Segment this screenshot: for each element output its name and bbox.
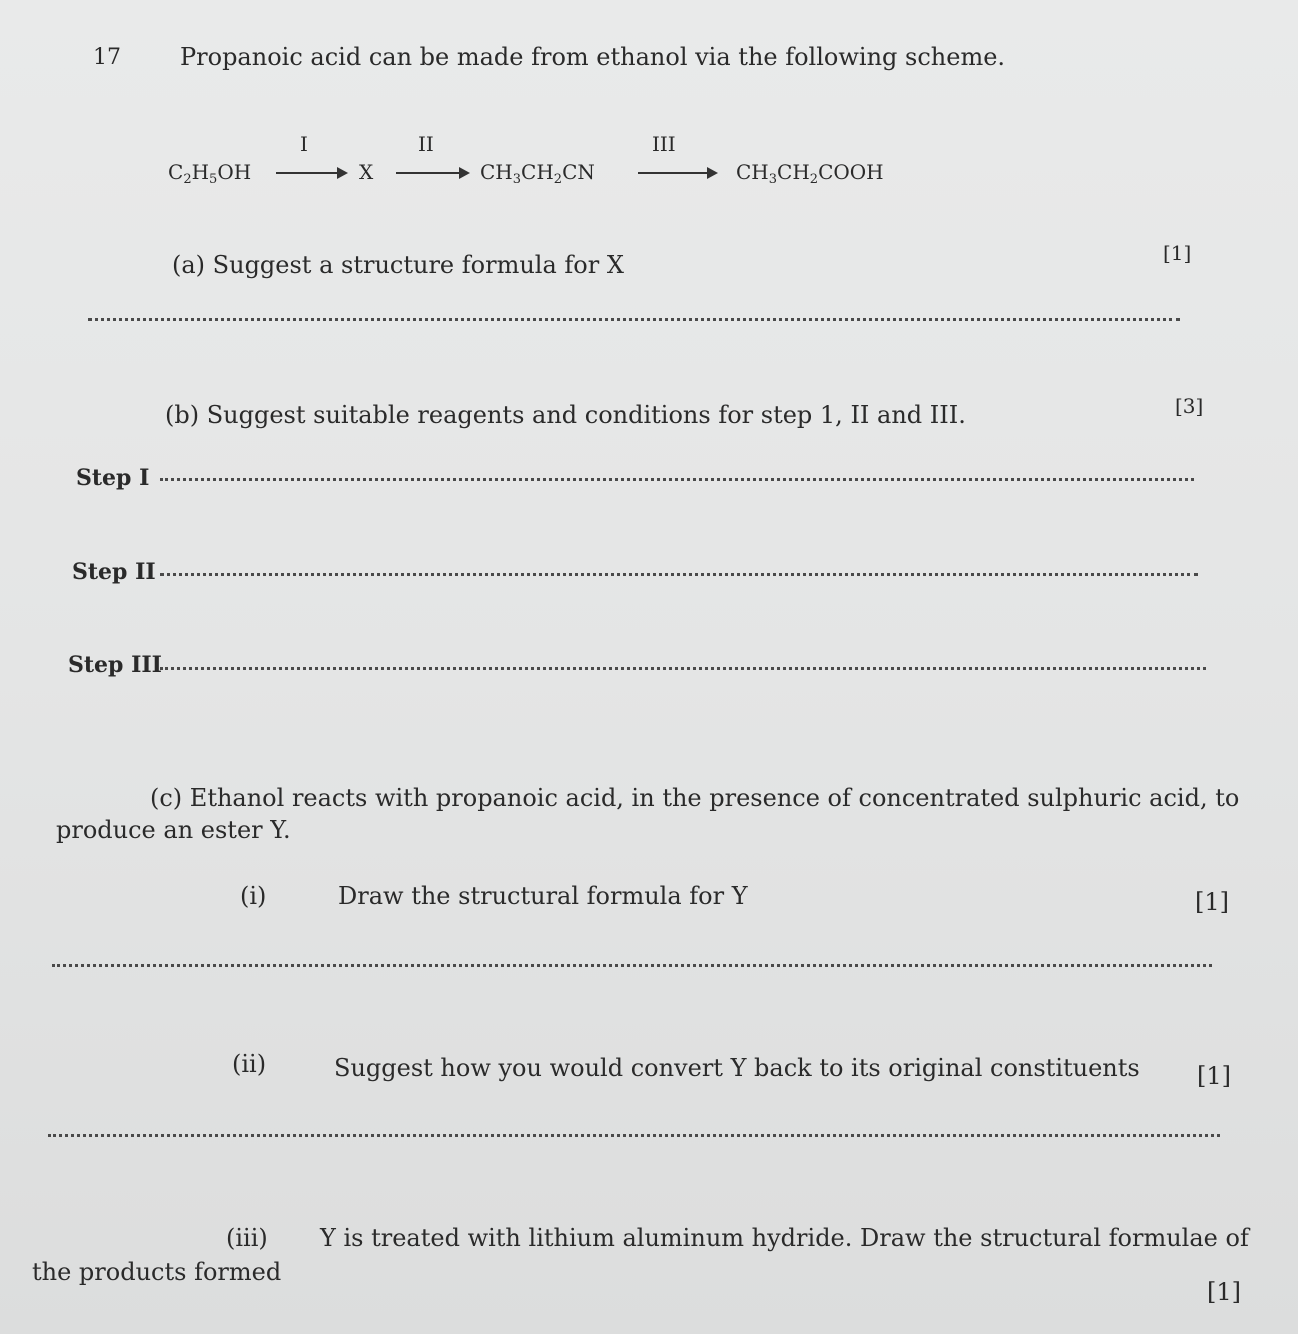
reaction-arrow-3 — [638, 172, 716, 174]
part-c-ii-answer-line[interactable] — [48, 1134, 1220, 1137]
part-c-i-question: Draw the structural formula for Y — [338, 882, 748, 910]
step-2-answer-line[interactable] — [160, 573, 1198, 576]
step-2-label: Step II — [72, 559, 156, 585]
part-c-iii-number: (iii) — [226, 1224, 268, 1252]
propanoic-acid-formula: $CH_3CH_2COOH$ — [736, 160, 884, 187]
part-c-ii-marks: [1] — [1197, 1062, 1231, 1090]
part-c-iii-marks: [1] — [1207, 1278, 1241, 1306]
question-number: 17 — [93, 45, 121, 70]
part-a-marks: [1] — [1163, 241, 1192, 265]
nitrile-formula: $CH_3CH_2CN$ — [480, 160, 595, 187]
step-1-answer-line[interactable] — [160, 478, 1194, 481]
part-a-answer-line[interactable] — [88, 318, 1180, 321]
part-c-i-marks: [1] — [1195, 888, 1229, 916]
question-intro: Propanoic acid can be made from ethanol via the following scheme. — [180, 43, 1006, 71]
part-c-i-number: (i) — [240, 882, 267, 910]
part-c-question-line2: produce an ester Y. — [56, 816, 291, 844]
compound-x: X — [359, 160, 374, 184]
part-a-question: (a) Suggest a structure formula for X — [172, 251, 624, 279]
step-3-answer-line[interactable] — [160, 667, 1206, 670]
part-b-marks: [3] — [1175, 394, 1204, 418]
part-c-iii-question: Y is treated with lithium aluminum hydride. Draw the structural formulae of — [320, 1224, 1249, 1252]
step-label-3: III — [652, 132, 676, 156]
reaction-arrow-2 — [396, 172, 468, 174]
part-c-ii-number: (ii) — [232, 1050, 267, 1078]
ethanol-formula: $C_2H_5OH$ — [168, 160, 252, 187]
part-c-ii-question: Suggest how you would convert Y back to its original constituents — [334, 1054, 1140, 1082]
reaction-arrow-1 — [276, 172, 346, 174]
part-c-i-answer-line[interactable] — [52, 964, 1212, 967]
part-c-iii-question-cont: the products formed — [32, 1258, 282, 1286]
step-1-label: Step I — [76, 465, 150, 491]
step-label-1: I — [300, 132, 308, 156]
step-3-label: Step III — [68, 652, 162, 678]
part-b-question: (b) Suggest suitable reagents and conditions for step 1, II and III. — [165, 401, 966, 429]
step-label-2: II — [418, 132, 434, 156]
part-c-question-line1: (c) Ethanol reacts with propanoic acid, in the presence of concentrated sulphuric acid, to — [150, 784, 1240, 812]
